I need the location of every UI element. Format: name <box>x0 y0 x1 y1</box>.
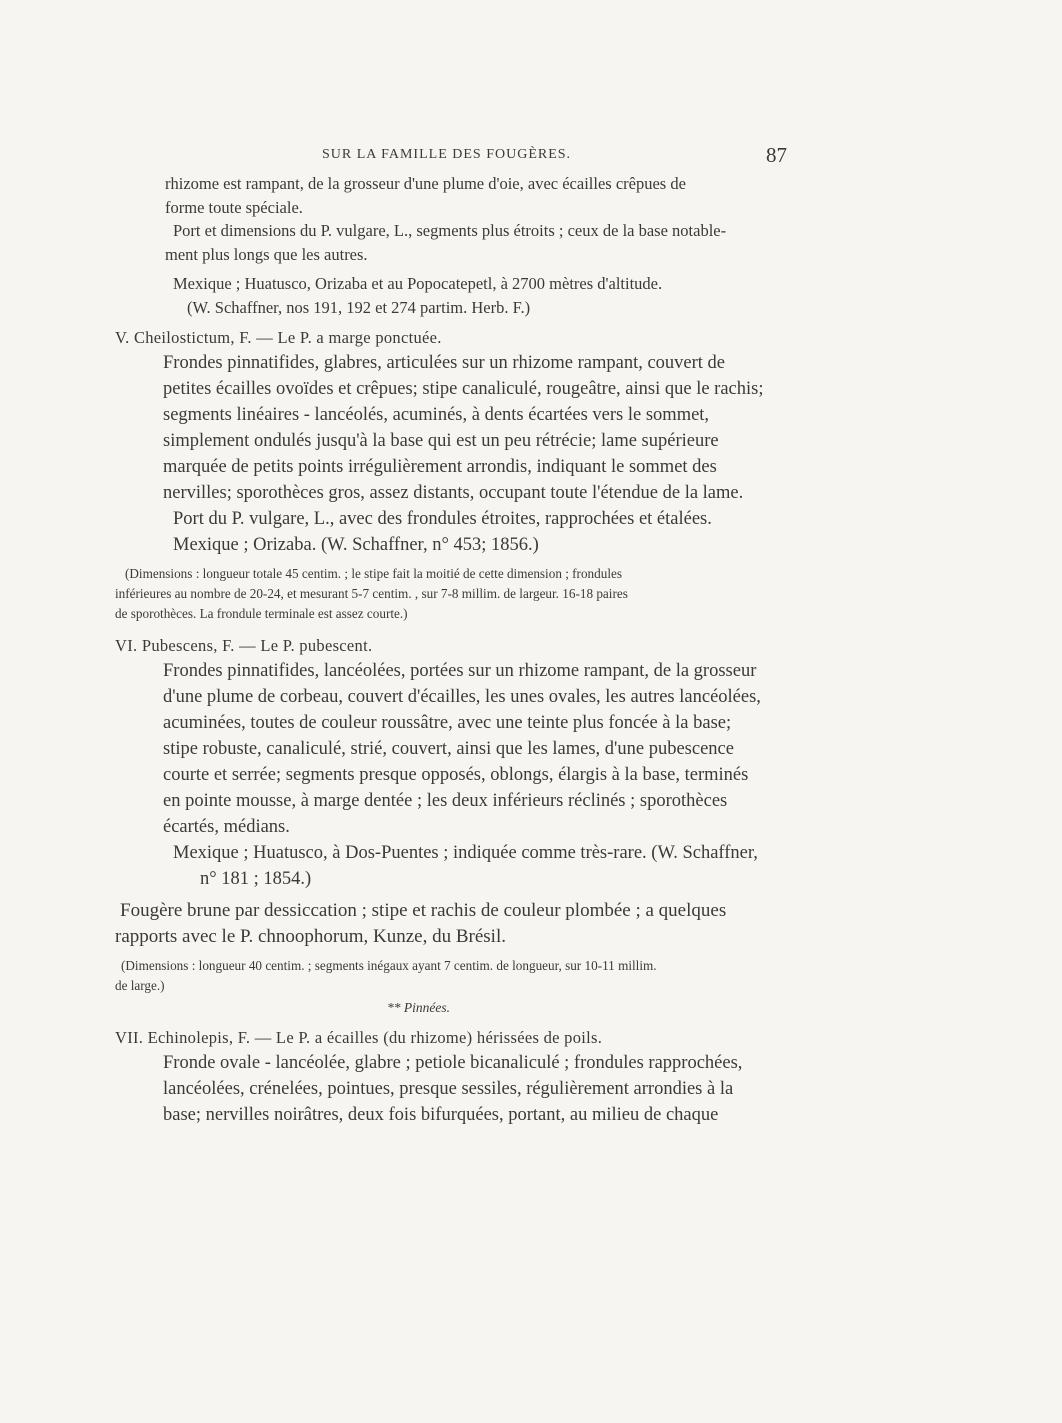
paragraph-line: nervilles; sporothèces gros, assez distants, occupant toute l'étendue de la lame. <box>163 482 744 503</box>
paragraph-line: Port et dimensions du P. vulgare, L., segments plus étroits ; ceux de la base notable- <box>173 221 727 241</box>
paragraph-line: Fronde ovale - lancéolée, glabre ; petiole bicanaliculé ; frondules rapprochées, <box>163 1052 743 1073</box>
paragraph-line: ment plus longs que les autres. <box>165 244 368 264</box>
paragraph-line: petites écailles ovoïdes et crêpues; stipe canaliculé, rougeâtre, ainsi que le rachis; <box>163 378 764 399</box>
paragraph-line: en pointe mousse, à marge dentée ; les deux inférieurs réclinés ; sporothèces <box>163 790 728 811</box>
paragraph-line: écartés, médians. <box>163 816 290 837</box>
small-line: (Dimensions : longueur totale 45 centim. ; le stipe fait la moitié de cette dimension ; frondules <box>125 565 622 581</box>
section-vii-description <box>115 1050 795 1128</box>
small-line: de large.) <box>115 977 165 993</box>
small-line: inférieures au nombre de 20-24, et mesurant 5-7 centim. , sur 7-8 millim. de largeur. 16-18 paires <box>115 585 628 601</box>
paragraph-line: (W. Schaffner, nos 191, 192 et 274 partim. Herb. F.) <box>187 297 531 317</box>
paragraph-line: Mexique ; Huatusco, Orizaba et au Popocatepetl, à 2700 mètres d'altitude. <box>173 274 663 294</box>
paragraph-line: base; nervilles noirâtres, deux fois bifurquées, portant, au milieu de chaque <box>163 1104 719 1125</box>
main-text <box>115 172 795 1128</box>
section-vi-description <box>115 658 795 840</box>
paragraph-line: Frondes pinnatifides, glabres, articulées sur un rhizome rampant, couvert de <box>163 352 726 373</box>
small-line: de sporothèces. La frondule terminale est assez courte.) <box>115 605 408 621</box>
paragraph-line: segments linéaires - lancéolés, acuminés, à dents écartées vers le sommet, <box>163 404 710 425</box>
paragraph-line: Frondes pinnatifides, lancéolées, portées sur un rhizome rampant, de la grosseur <box>163 660 757 681</box>
paragraph-line: acuminées, toutes de couleur roussâtre, avec une teinte plus foncée à la base; <box>163 712 732 733</box>
section-v-dimensions <box>115 564 795 624</box>
section-heading-vii: VII. Echinolepis, F. — Le P. a écailles (du rhizome) hérissées de poils. <box>115 1027 603 1047</box>
paragraph-line: marquée de petits points irrégulièrement arrondis, indiquant le sommet des <box>163 456 717 477</box>
section-vi-dimensions <box>115 956 795 996</box>
section-heading-vi: VI. Pubescens, F. — Le P. pubescent. <box>115 635 373 655</box>
paragraph-line: d'une plume de corbeau, couvert d'écailles, les unes ovales, les autres lancéolées, <box>163 686 761 707</box>
section-v-description <box>115 350 795 506</box>
paragraph-line: simplement ondulés jusqu'à la base qui est un peu rétrécie; lame supérieure <box>163 430 719 451</box>
subsection-heading: ** Pinnées. <box>387 999 450 1015</box>
paragraph-line: Port du P. vulgare, L., avec des frondules étroites, rapprochées et étalées. <box>173 508 712 529</box>
page-header <box>0 143 1062 169</box>
paragraph-line: stipe robuste, canaliculé, strié, couvert, ainsi que les lames, d'une pubescence <box>163 738 734 759</box>
paragraph-line: Fougère brune par dessiccation ; stipe et rachis de couleur plombée ; a quelques <box>120 899 727 921</box>
small-line: (Dimensions : longueur 40 centim. ; segments inégaux ayant 7 centim. de longueur, sur 10-11 millim. <box>121 957 657 973</box>
paragraph-line: rapports avec le P. chnoophorum, Kunze, du Brésil. <box>115 925 506 947</box>
paragraph-line: rhizome est rampant, de la grosseur d'une plume d'oie, avec écailles crêpues de <box>165 174 686 193</box>
section-heading-v: V. Cheilostictum, F. — Le P. a marge ponctuée. <box>115 327 442 347</box>
running-head: SUR LA FAMILLE DES FOUGÈRES. <box>322 147 572 162</box>
paragraph-line: n° 181 ; 1854.) <box>200 868 312 889</box>
paragraph-line: forme toute spéciale. <box>165 197 303 217</box>
paragraph-line: Mexique ; Huatusco, à Dos-Puentes ; indiquée comme très-rare. (W. Schaffner, <box>173 842 758 863</box>
paragraph-line: courte et serrée; segments presque opposés, oblongs, élargis à la base, terminés <box>163 764 749 785</box>
paragraph-line: lancéolées, crénelées, pointues, presque sessiles, régulièrement arrondies à la <box>163 1078 734 1099</box>
page-number: 87 <box>766 143 787 167</box>
paragraph-line: Mexique ; Orizaba. (W. Schaffner, n° 453; 1856.) <box>173 534 539 555</box>
